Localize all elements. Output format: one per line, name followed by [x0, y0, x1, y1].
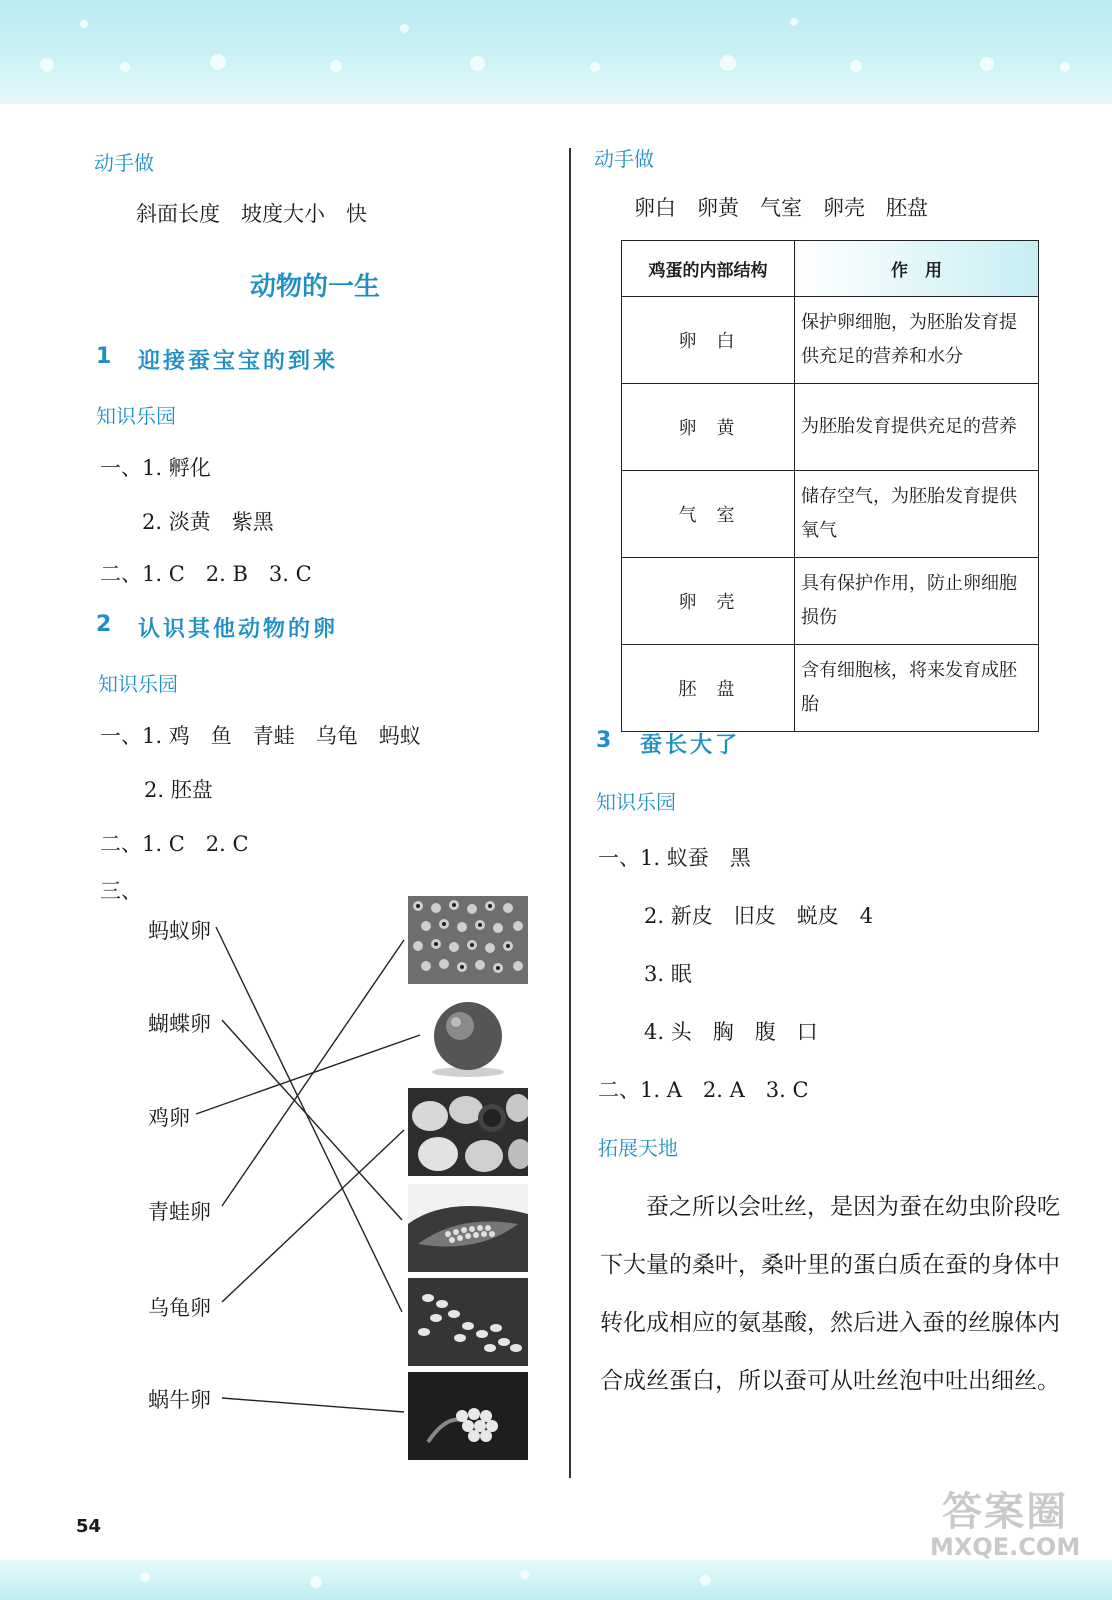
extension-text: 蚕之所以会吐丝，是因为蚕在幼虫阶段吃下大量的桑叶，桑叶里的蛋白质在蚕的身体中转化成相应的氨基酸，然后进入蚕的丝腺体内合成丝蛋白，所以蚕可从吐丝泡中吐出细丝。	[600, 1194, 1060, 1394]
table-cell-part: 卵壳	[622, 558, 795, 645]
lesson3-number: 3	[596, 728, 612, 753]
lesson2-subheading: 知识乐园	[98, 672, 178, 696]
lesson3-q1-1: 一、1. 蚁蚕 黑	[598, 846, 751, 870]
lesson2-number: 2	[96, 612, 112, 637]
hands-on-label-left: 动手做	[94, 151, 154, 175]
table-cell-part: 胚盘	[622, 645, 795, 732]
egg-label-turtle: 乌龟卵	[148, 1296, 211, 1320]
egg-label-butterfly: 蝴蝶卵	[148, 1012, 211, 1036]
hands-on-answer-right: 卵白 卵黄 气室 卵壳 胚盘	[634, 196, 928, 220]
watermark-line1: 答案圈	[942, 1489, 1069, 1535]
lesson3-q1-2: 2. 新皮 旧皮 蜕皮 4	[644, 904, 874, 928]
table-cell-part: 卵白	[622, 297, 795, 384]
lesson1-title: 迎接蚕宝宝的到来	[138, 349, 339, 374]
table-cell-function: 具有保护作用，防止卵细胞损伤	[795, 558, 1039, 645]
match-line-frog	[222, 940, 404, 1206]
egg-label-chicken: 鸡卵	[148, 1106, 190, 1130]
table-cell-function: 为胚胎发育提供充足的营养	[795, 384, 1039, 471]
lesson1-q1-1: 一、1. 孵化	[100, 456, 211, 480]
table-cell-function: 储存空气，为胚胎发育提供氧气	[795, 471, 1039, 558]
lesson2-title: 认识其他动物的卵	[138, 617, 339, 642]
match-line-chicken	[196, 1035, 420, 1114]
match-line-snail	[222, 1398, 404, 1412]
extension-paragraph	[600, 1178, 1062, 1410]
table-row	[622, 645, 1039, 732]
lesson2-q2: 二、1. C 2. C	[100, 832, 249, 856]
table-cell-function: 含有细胞核，将来发育成胚胎	[795, 645, 1039, 732]
lesson1-q2: 二、1. C 2. B 3. C	[100, 562, 312, 586]
match-line-turtle	[222, 1130, 404, 1302]
hands-on-answer-left: 斜面长度 坡度大小 快	[136, 202, 367, 226]
lesson1-q1-2: 2. 淡黄 紫黑	[142, 510, 274, 534]
match-line-butterfly	[222, 1020, 402, 1220]
table-header-structure: 鸡蛋的内部结构	[622, 241, 795, 297]
egg-structure-table	[621, 240, 1039, 732]
lesson3-q1-3: 3. 眠	[644, 962, 692, 986]
lesson2-q3-label: 三、	[100, 879, 142, 903]
chapter-title: 动物的一生	[250, 272, 381, 302]
table-cell-part: 气室	[622, 471, 795, 558]
watermark	[930, 1480, 1080, 1561]
hands-on-label-right: 动手做	[594, 147, 654, 171]
egg-label-ant: 蚂蚁卵	[148, 919, 211, 943]
lesson2-q1-2: 2. 胚盘	[144, 778, 213, 802]
table-row	[622, 558, 1039, 645]
lesson1-number: 1	[96, 344, 112, 369]
egg-label-frog: 青蛙卵	[148, 1200, 211, 1224]
lesson3-title: 蚕长大了	[640, 733, 741, 758]
lesson3-subheading: 知识乐园	[596, 790, 676, 814]
watermark-line2: MXQE.COM	[930, 1533, 1081, 1561]
extension-heading: 拓展天地	[598, 1136, 678, 1160]
table-row	[622, 297, 1039, 384]
table-header-function: 作 用	[795, 241, 1039, 297]
lesson3-q1-4: 4. 头 胸 腹 口	[644, 1020, 818, 1044]
lesson3-q2: 二、1. A 2. A 3. C	[598, 1078, 809, 1102]
table-row	[622, 384, 1039, 471]
table-header-row	[622, 241, 1039, 297]
egg-label-snail: 蜗牛卵	[148, 1388, 211, 1412]
page-number: 54	[76, 1516, 102, 1537]
table-row	[622, 471, 1039, 558]
table-cell-part: 卵黄	[622, 384, 795, 471]
lesson2-q1-1: 一、1. 鸡 鱼 青蛙 乌龟 蚂蚁	[100, 724, 421, 748]
table-cell-function: 保护卵细胞，为胚胎发育提供充足的营养和水分	[795, 297, 1039, 384]
lesson1-subheading: 知识乐园	[96, 404, 176, 428]
